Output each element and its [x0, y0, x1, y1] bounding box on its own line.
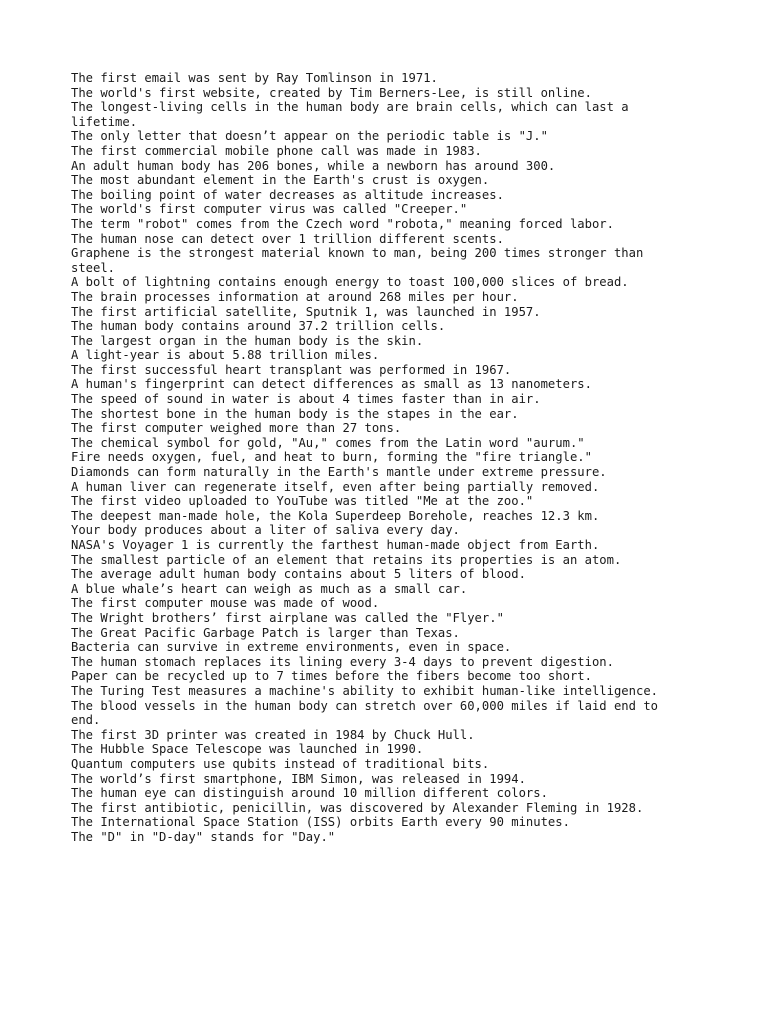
text-line: The largest organ in the human body is the skin. — [71, 333, 424, 348]
text-line: The first antibiotic, penicillin, was discovered by Alexander Fleming in 1928. — [71, 800, 644, 815]
text-line: The blood vessels in the human body can stretch over 60,000 miles if laid end to end. — [71, 698, 666, 728]
text-line: The human stomach replaces its lining every 3-4 days to prevent digestion. — [71, 654, 614, 669]
text-line: A blue whale’s heart can weigh as much as a small car. — [71, 581, 468, 596]
text-line: The International Space Station (ISS) orbits Earth every 90 minutes. — [71, 815, 570, 830]
text-line: The world's first computer virus was called "Creeper." — [71, 202, 468, 217]
text-line: The only letter that doesn’t appear on the periodic table is "J." — [71, 129, 548, 144]
text-line: The Great Pacific Garbage Patch is larger than Texas. — [71, 625, 460, 640]
text-line: The human nose can detect over 1 trillion different scents. — [71, 231, 504, 246]
text-line: The deepest man-made hole, the Kola Superdeep Borehole, reaches 12.3 km. — [71, 508, 600, 523]
text-line: The "D" in "D-day" stands for "Day." — [71, 829, 336, 844]
text-line: The first artificial satellite, Sputnik 1, was launched in 1957. — [71, 304, 541, 319]
text-line: A human liver can regenerate itself, even after being partially removed. — [71, 479, 600, 494]
text-line: The chemical symbol for gold, "Au," comes from the Latin word "aurum." — [71, 435, 585, 450]
text-line: The term "robot" comes from the Czech word "robota," meaning forced labor. — [71, 216, 614, 231]
text-line: The shortest bone in the human body is the stapes in the ear. — [71, 406, 519, 421]
text-line: Paper can be recycled up to 7 times before the fibers become too short. — [71, 669, 592, 684]
text-line: The average adult human body contains about 5 liters of blood. — [71, 567, 526, 582]
text-line: The first computer mouse was made of wood. — [71, 596, 380, 611]
text-line: A bolt of lightning contains enough energy to toast 100,000 slices of bread. — [71, 275, 629, 290]
text-line: The Turing Test measures a machine's ability to exhibit human-like intelligence. — [71, 683, 658, 698]
text-line: The first 3D printer was created in 1984 by Chuck Hull. — [71, 727, 475, 742]
text-line: The human eye can distinguish around 10 million different colors. — [71, 786, 548, 801]
text-line: The speed of sound in water is about 4 times faster than in air. — [71, 392, 541, 407]
text-line: Quantum computers use qubits instead of traditional bits. — [71, 756, 490, 771]
text-line: Graphene is the strongest material known to man, being 200 times stronger than steel. — [71, 246, 651, 275]
text-line: Bacteria can survive in extreme environments, even in space. — [71, 640, 512, 655]
text-line: The Hubble Space Telescope was launched in 1990. — [71, 742, 424, 757]
text-line: The brain processes information at around 268 miles per hour. — [71, 289, 519, 304]
text-line: The first successful heart transplant was performed in 1967. — [71, 362, 512, 377]
text-line: NASA's Voyager 1 is currently the farthest human-made object from Earth. — [71, 538, 600, 552]
text-line: An adult human body has 206 bones, while a newborn has around 300. — [71, 158, 556, 173]
text-line: The first video uploaded to YouTube was titled "Me at the zoo." — [71, 494, 534, 509]
text-line: The boiling point of water decreases as altitude increases. — [71, 187, 504, 202]
text-line: Diamonds can form naturally in the Earth's mantle under extreme pressure. — [71, 465, 607, 480]
text-line: The first commercial mobile phone call was made in 1983. — [71, 143, 482, 158]
text-line: The world's first website, created by Tim Berners-Lee, is still online. — [71, 85, 592, 100]
text-line: The smallest particle of an element that retains its properties is an atom. — [71, 552, 622, 567]
text-line: The longest-living cells in the human body are brain cells, which can last a lifetime. — [71, 100, 636, 129]
text-line: A light-year is about 5.88 trillion miles. — [71, 348, 380, 363]
text-line: The first computer weighed more than 27 tons. — [71, 421, 402, 436]
text-line: The human body contains around 37.2 trillion cells. — [71, 319, 446, 334]
text-line: The world’s first smartphone, IBM Simon, was released in 1994. — [71, 771, 526, 786]
text-line: The most abundant element in the Earth's crust is oxygen. — [71, 173, 490, 188]
text-line: The Wright brothers’ first airplane was called the "Flyer." — [71, 610, 504, 625]
text-line: The first email was sent by Ray Tomlinson in 1971. — [71, 71, 438, 85]
text-line: Fire needs oxygen, fuel, and heat to burn, forming the "fire triangle." — [71, 450, 592, 465]
text-block — [71, 71, 691, 844]
text-line: A human's fingerprint can detect differences as small as 13 nanometers. — [71, 377, 592, 392]
text-line: Your body produces about a liter of saliva every day. — [71, 523, 460, 538]
